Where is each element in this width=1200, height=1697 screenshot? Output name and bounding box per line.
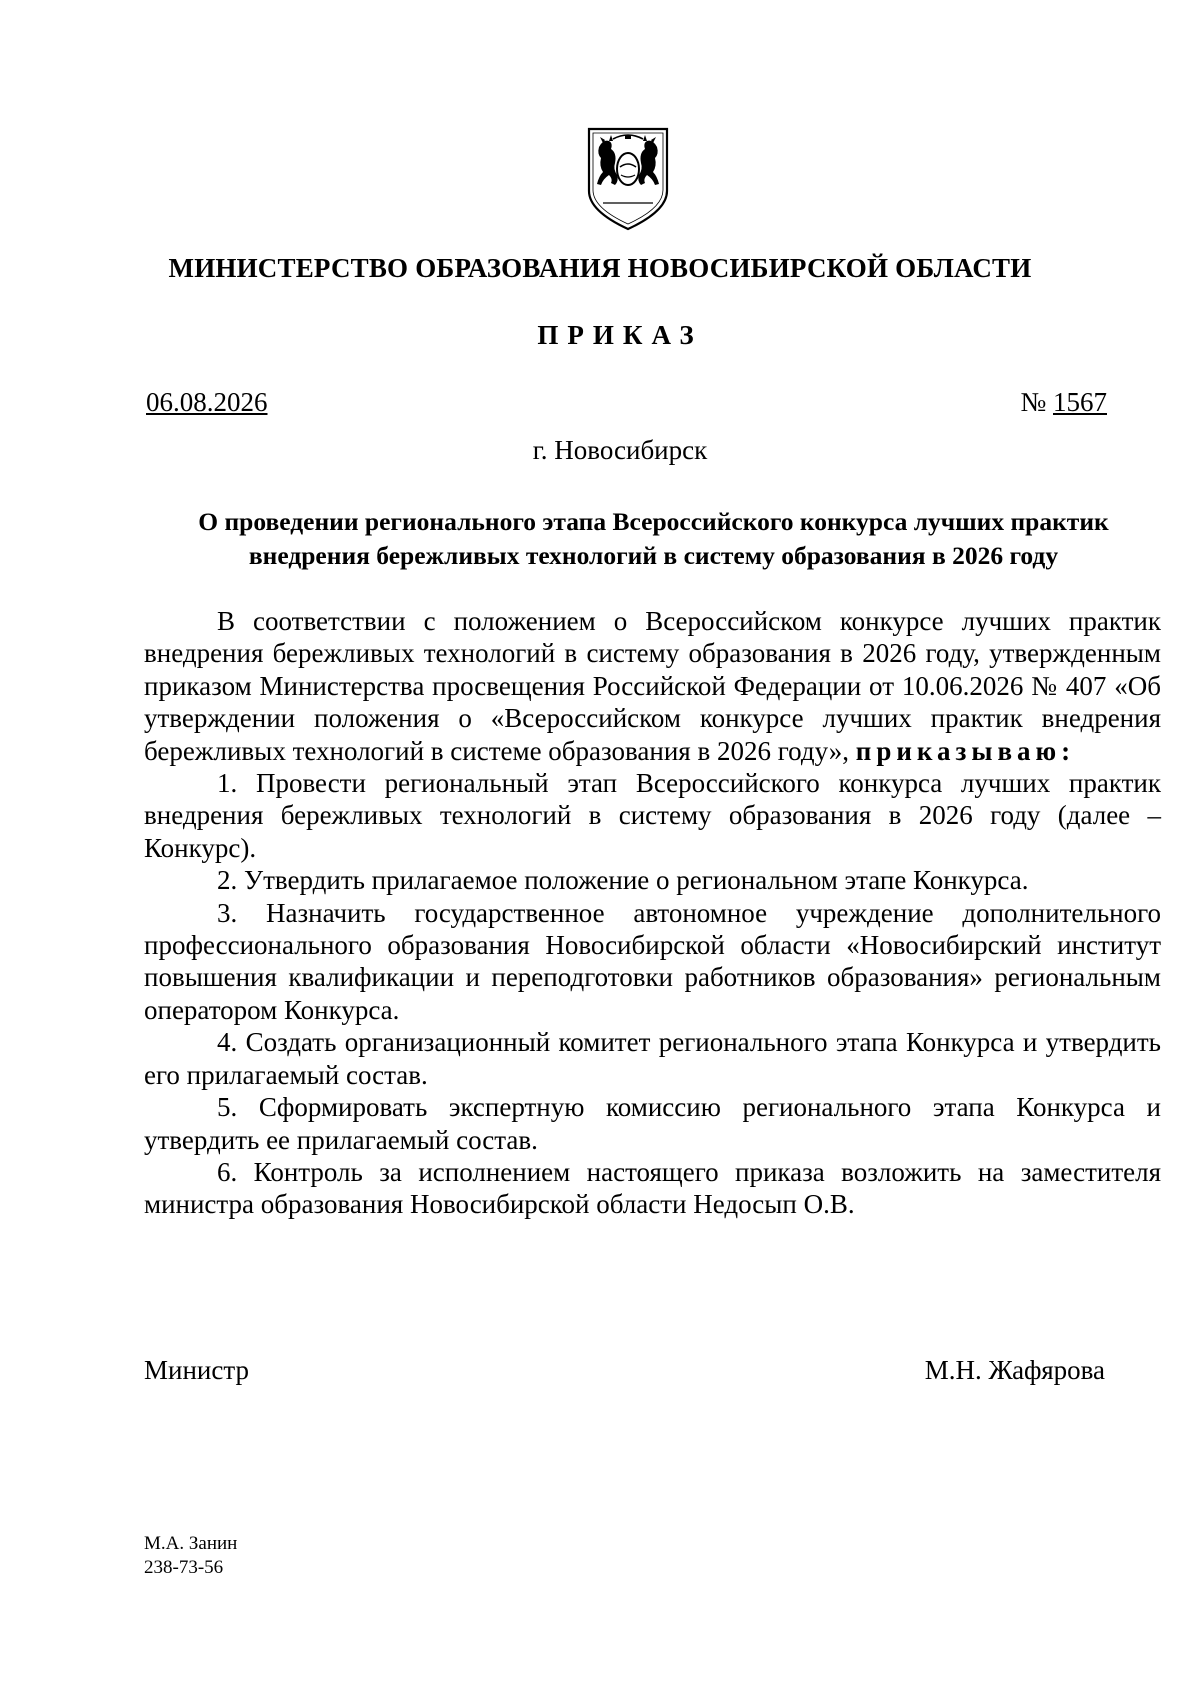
executor-name: М.А. Занин [144,1533,238,1554]
order-item: 5. Сформировать экспертную комиссию регионального этапа Конкурса и утвердить ее прилагаемый состав. [144,1092,1161,1155]
order-title-line: внедрения бережливых технологий в систему образования в 2026 году [248,541,1059,570]
executor-phone: 238-73-56 [144,1557,224,1578]
coat-of-arms-icon [585,125,671,233]
order-item: 3. Назначить государственное автономное учреждение дополнительного профессионального образования Новосибирской области «Новосибирский институт повышения квалификации и переподготовки работников образования» региональным оператором Конкурса. [144,897,1161,1025]
signatory-name: М.Н. Жафярова [924,1355,1105,1385]
order-body [144,605,1161,1221]
order-number [1020,387,1107,418]
signatory-position: Министр [144,1355,249,1385]
city: г. Новосибирск [532,435,708,465]
ministry-name: МИНИСТЕРСТВО ОБРАЗОВАНИЯ НОВОСИБИРСКОЙ ОБЛАСТИ [168,253,1032,283]
number-value: 1567 [1053,387,1107,417]
order-title [146,505,1161,573]
document-type: ПРИКАЗ [537,320,703,350]
order-title-line: О проведении регионального этапа Всероссийского конкурса лучших практик [198,507,1109,536]
order-word: приказываю: [855,735,1076,766]
order-date: 06.08.2026 [146,387,268,417]
preamble-text: В соответствии с положением о Всероссийском конкурсе лучших практик внедрения бережливых технологий в систему образования в 2026 году, утвержденным приказом Министерства просвещения Российской Федерации от 10.06.2026 № 407 «Об утверждении положения о «Всероссийском конкурсе лучших практик внедрения бережливых технологий в системе образования в 2026 году», [144,606,1161,766]
order-item: 1. Провести региональный этап Всероссийского конкурса лучших практик внедрения бережливых технологий в систему образования в 2026 году (далее – Конкурс). [144,768,1161,863]
order-item: 6. Контроль за исполнением настоящего приказа возложить на заместителя министра образования Новосибирской области Недосып О.В. [144,1156,1161,1220]
executor-info [144,1532,237,1580]
order-item: 4. Создать организационный комитет регионального этапа Конкурса и утвердить его прилагаемый состав. [144,1027,1161,1090]
preamble-paragraph [144,605,1161,767]
number-prefix: № [1020,387,1053,417]
order-item: 2. Утвердить прилагаемое положение о региональном этапе Конкурса. [217,865,1029,896]
